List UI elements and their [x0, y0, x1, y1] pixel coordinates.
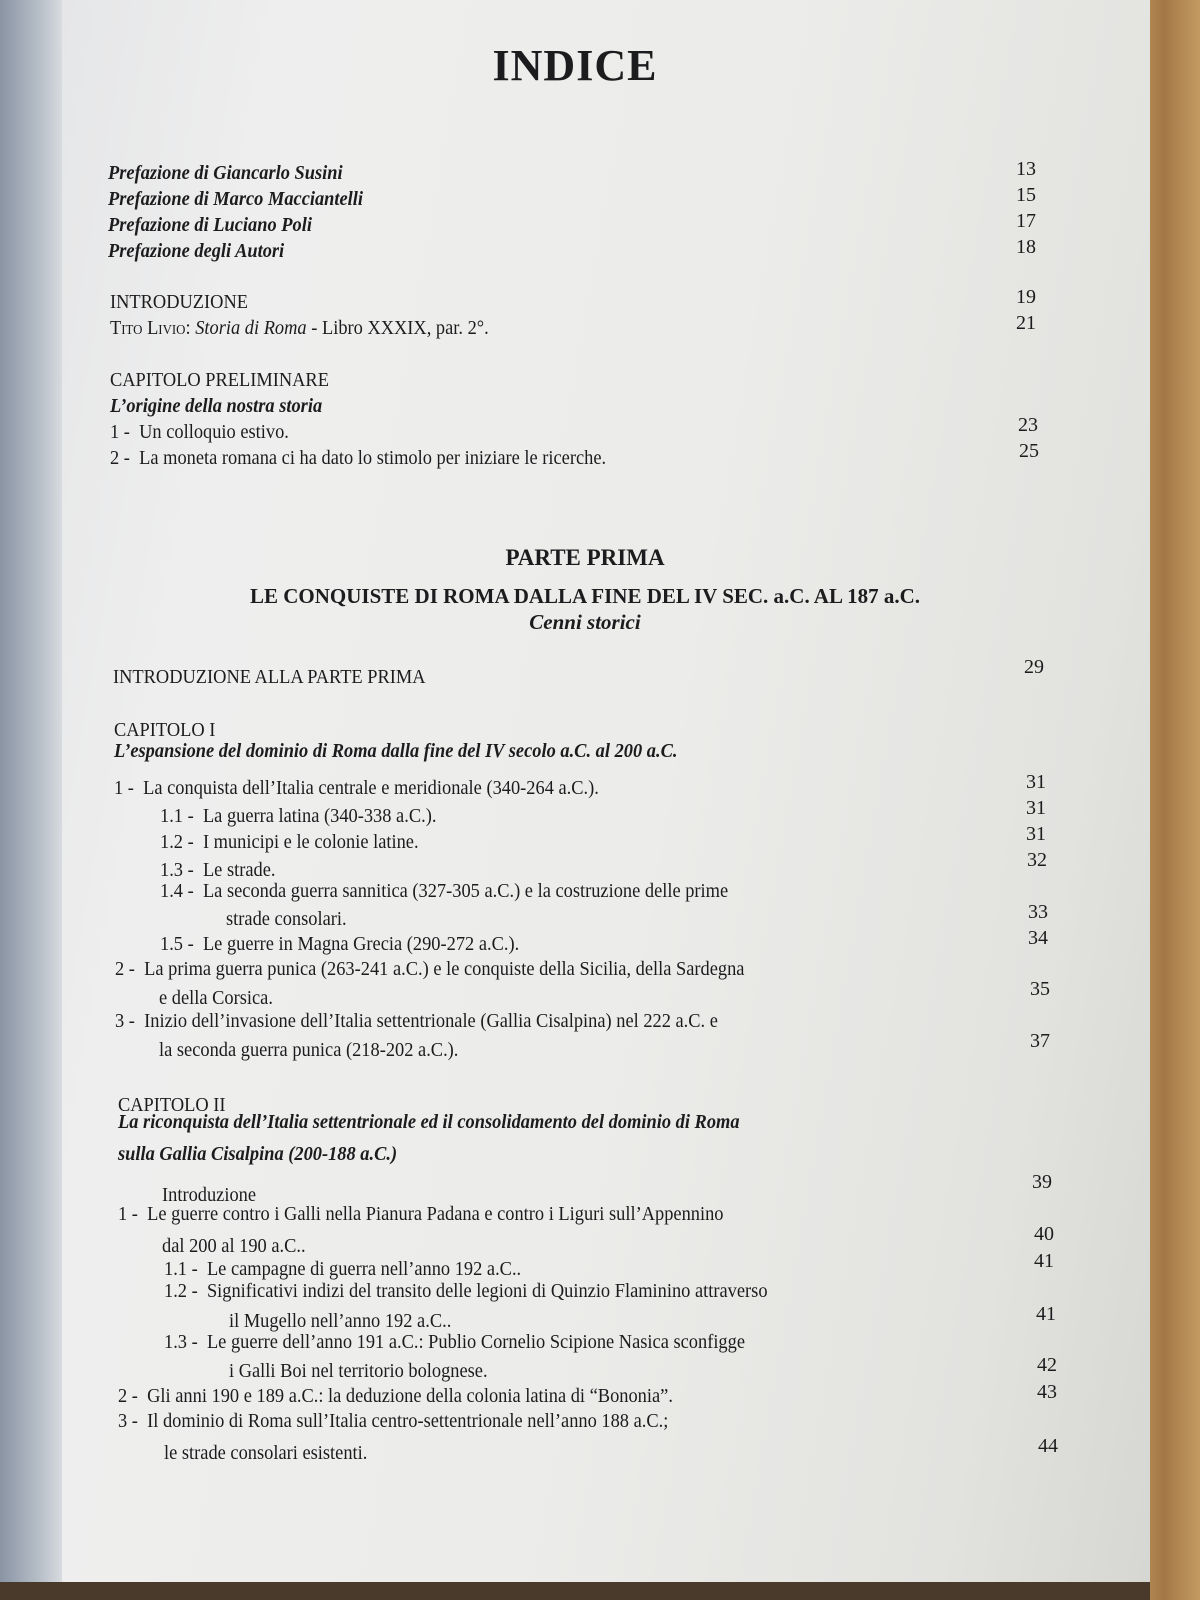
page-number: 13 — [1016, 158, 1036, 180]
toc-entry — [160, 804, 436, 828]
toc-entry-continued: i Galli Boi nel territorio bolognese. — [229, 1360, 488, 1382]
author: Tito Livio: — [110, 317, 191, 339]
chapter-subtitle: L’espansione del dominio di Roma dalla fine del IV secolo a.C. al 200 a.C. — [114, 740, 678, 762]
page-number: 32 — [1027, 849, 1047, 871]
toc-entry-continued: strade consolari. — [226, 908, 347, 930]
book-binding — [0, 0, 62, 1582]
toc-entry: Prefazione di Giancarlo Susini — [108, 162, 343, 184]
item-number: 1.4 - — [160, 880, 194, 902]
toc-entry — [115, 957, 744, 981]
page-number: 44 — [1038, 1435, 1058, 1457]
item-number: 2 - — [115, 958, 135, 980]
chapter-heading: CAPITOLO I — [114, 719, 216, 741]
item-label: Le campagne di guerra nell’anno 192 a.C.. — [206, 1258, 522, 1280]
toc-entry — [118, 1384, 673, 1408]
work-ref: - Libro XXXIX, par. 2°. — [311, 317, 489, 339]
page-number: 21 — [1016, 312, 1036, 334]
page-number: 25 — [1019, 440, 1039, 462]
item-label: Le guerre dell’anno 191 a.C.: Publio Cornelio Scipione Nasica sconfigge — [206, 1331, 746, 1353]
item-label: La guerra latina (340-338 a.C.). — [202, 805, 437, 827]
toc-entry: INTRODUZIONE ALLA PARTE PRIMA — [113, 666, 426, 688]
item-label: La conquista dell’Italia centrale e meridionale (340-264 a.C.). — [143, 777, 599, 799]
toc-entry — [110, 316, 489, 340]
page-number: 43 — [1037, 1381, 1057, 1403]
page-number: 31 — [1026, 771, 1046, 793]
item-number: 1.2 - — [160, 831, 194, 853]
page-number: 41 — [1034, 1250, 1054, 1272]
page-number: 40 — [1034, 1223, 1054, 1245]
page-number: 41 — [1036, 1303, 1056, 1325]
page-number: 33 — [1028, 901, 1048, 923]
chapter-subtitle: La riconquista dell’Italia settentrionale ed il consolidamento del dominio di Roma — [118, 1111, 740, 1133]
toc-entry — [114, 776, 599, 800]
page-number: 18 — [1016, 236, 1036, 258]
toc-entry: Prefazione di Luciano Poli — [108, 214, 312, 236]
page-number: 34 — [1028, 927, 1048, 949]
item-label: Gli anni 190 e 189 a.C.: la deduzione della colonia latina di “Bononia”. — [147, 1385, 673, 1407]
item-label: Il dominio di Roma sull’Italia centro-settentrionale nell’anno 188 a.C.; — [147, 1410, 669, 1432]
item-label: La seconda guerra sannitica (327-305 a.C.) e la costruzione delle prime — [202, 880, 729, 902]
item-number: 1.2 - — [164, 1280, 198, 1302]
toc-entry-continued: le strade consolari esistenti. — [164, 1442, 368, 1464]
page-number: 37 — [1030, 1030, 1050, 1052]
item-number: 2 - — [110, 447, 130, 469]
item-number: 1.3 - — [160, 859, 194, 881]
toc-entry-continued: la seconda guerra punica (218-202 a.C.). — [159, 1039, 459, 1061]
item-label: Inizio dell’invasione dell’Italia settentrionale (Gallia Cisalpina) nel 222 a.C. e — [144, 1010, 718, 1032]
toc-entry: Introduzione — [162, 1184, 257, 1206]
toc-entry — [164, 1330, 745, 1354]
chapter-subtitle: sulla Gallia Cisalpina (200-188 a.C.) — [118, 1143, 398, 1165]
page-number: 31 — [1026, 823, 1046, 845]
page-number: 17 — [1016, 210, 1036, 232]
page-title: INDICE — [492, 41, 658, 90]
work-title: Storia di Roma — [195, 317, 307, 339]
item-number: 3 - — [115, 1010, 135, 1032]
item-label: La moneta romana ci ha dato lo stimolo per iniziare le ricerche. — [139, 447, 607, 469]
page-number: 23 — [1018, 414, 1038, 436]
item-label: Le guerre in Magna Grecia (290-272 a.C.). — [202, 933, 520, 955]
item-label: La prima guerra punica (263-241 a.C.) e le conquiste della Sicilia, della Sardegna — [144, 958, 745, 980]
page-number: 19 — [1016, 286, 1036, 308]
item-number: 1 - — [110, 421, 130, 443]
item-number: 1.1 - — [160, 805, 194, 827]
item-number: 1.5 - — [160, 933, 194, 955]
item-label: Significativi indizi del transito delle legioni di Quinzio Flaminino attraverso — [206, 1280, 768, 1302]
toc-entry — [118, 1409, 668, 1433]
toc-entry — [164, 1279, 768, 1303]
chapter-subtitle: L’origine della nostra storia — [110, 395, 323, 417]
toc-entry — [160, 932, 519, 956]
item-number: 1 - — [118, 1203, 138, 1225]
toc-entry: Prefazione di Marco Macciantelli — [108, 188, 364, 210]
toc-entry — [115, 1009, 718, 1033]
toc-entry-continued: dal 200 al 190 a.C.. — [162, 1235, 306, 1257]
item-number: 1 - — [114, 777, 134, 799]
toc-entry-continued: il Mugello nell’anno 192 a.C.. — [229, 1310, 452, 1332]
item-number: 3 - — [118, 1410, 138, 1432]
item-number: 2 - — [118, 1385, 138, 1407]
toc-entry — [118, 1202, 724, 1226]
toc-entry-continued: e della Corsica. — [159, 987, 273, 1009]
table-edge — [0, 1582, 1150, 1600]
page-number: 35 — [1030, 978, 1050, 1000]
toc-entry: INTRODUZIONE — [110, 291, 248, 313]
toc-entry — [160, 830, 419, 854]
page-number: 15 — [1016, 184, 1036, 206]
part-title: LE CONQUISTE DI ROMA DALLA FINE DEL IV SEC. a.C. AL 187 a.C. — [249, 584, 920, 608]
page-number: 39 — [1032, 1171, 1052, 1193]
item-label: I municipi e le colonie latine. — [202, 831, 419, 853]
toc-entry — [160, 879, 728, 903]
page-number: 31 — [1026, 797, 1046, 819]
part-subtitle: Cenni storici — [529, 610, 641, 634]
toc-entry — [110, 420, 289, 444]
part-heading: PARTE PRIMA — [505, 545, 665, 570]
item-label: Le strade. — [202, 859, 276, 881]
toc-entry — [110, 446, 606, 470]
item-label: Le guerre contro i Galli nella Pianura Padana e contro i Liguri sull’Appennino — [147, 1203, 724, 1225]
toc-entry: Prefazione degli Autori — [108, 240, 285, 262]
item-label: Un colloquio estivo. — [139, 421, 289, 443]
chapter-heading: CAPITOLO PRELIMINARE — [110, 369, 329, 391]
toc-entry — [164, 1257, 521, 1281]
item-number: 1.1 - — [164, 1258, 198, 1280]
page-number: 42 — [1037, 1354, 1057, 1376]
item-number: 1.3 - — [164, 1331, 198, 1353]
chapter-heading: CAPITOLO II — [118, 1094, 226, 1116]
page-number: 29 — [1024, 656, 1044, 678]
